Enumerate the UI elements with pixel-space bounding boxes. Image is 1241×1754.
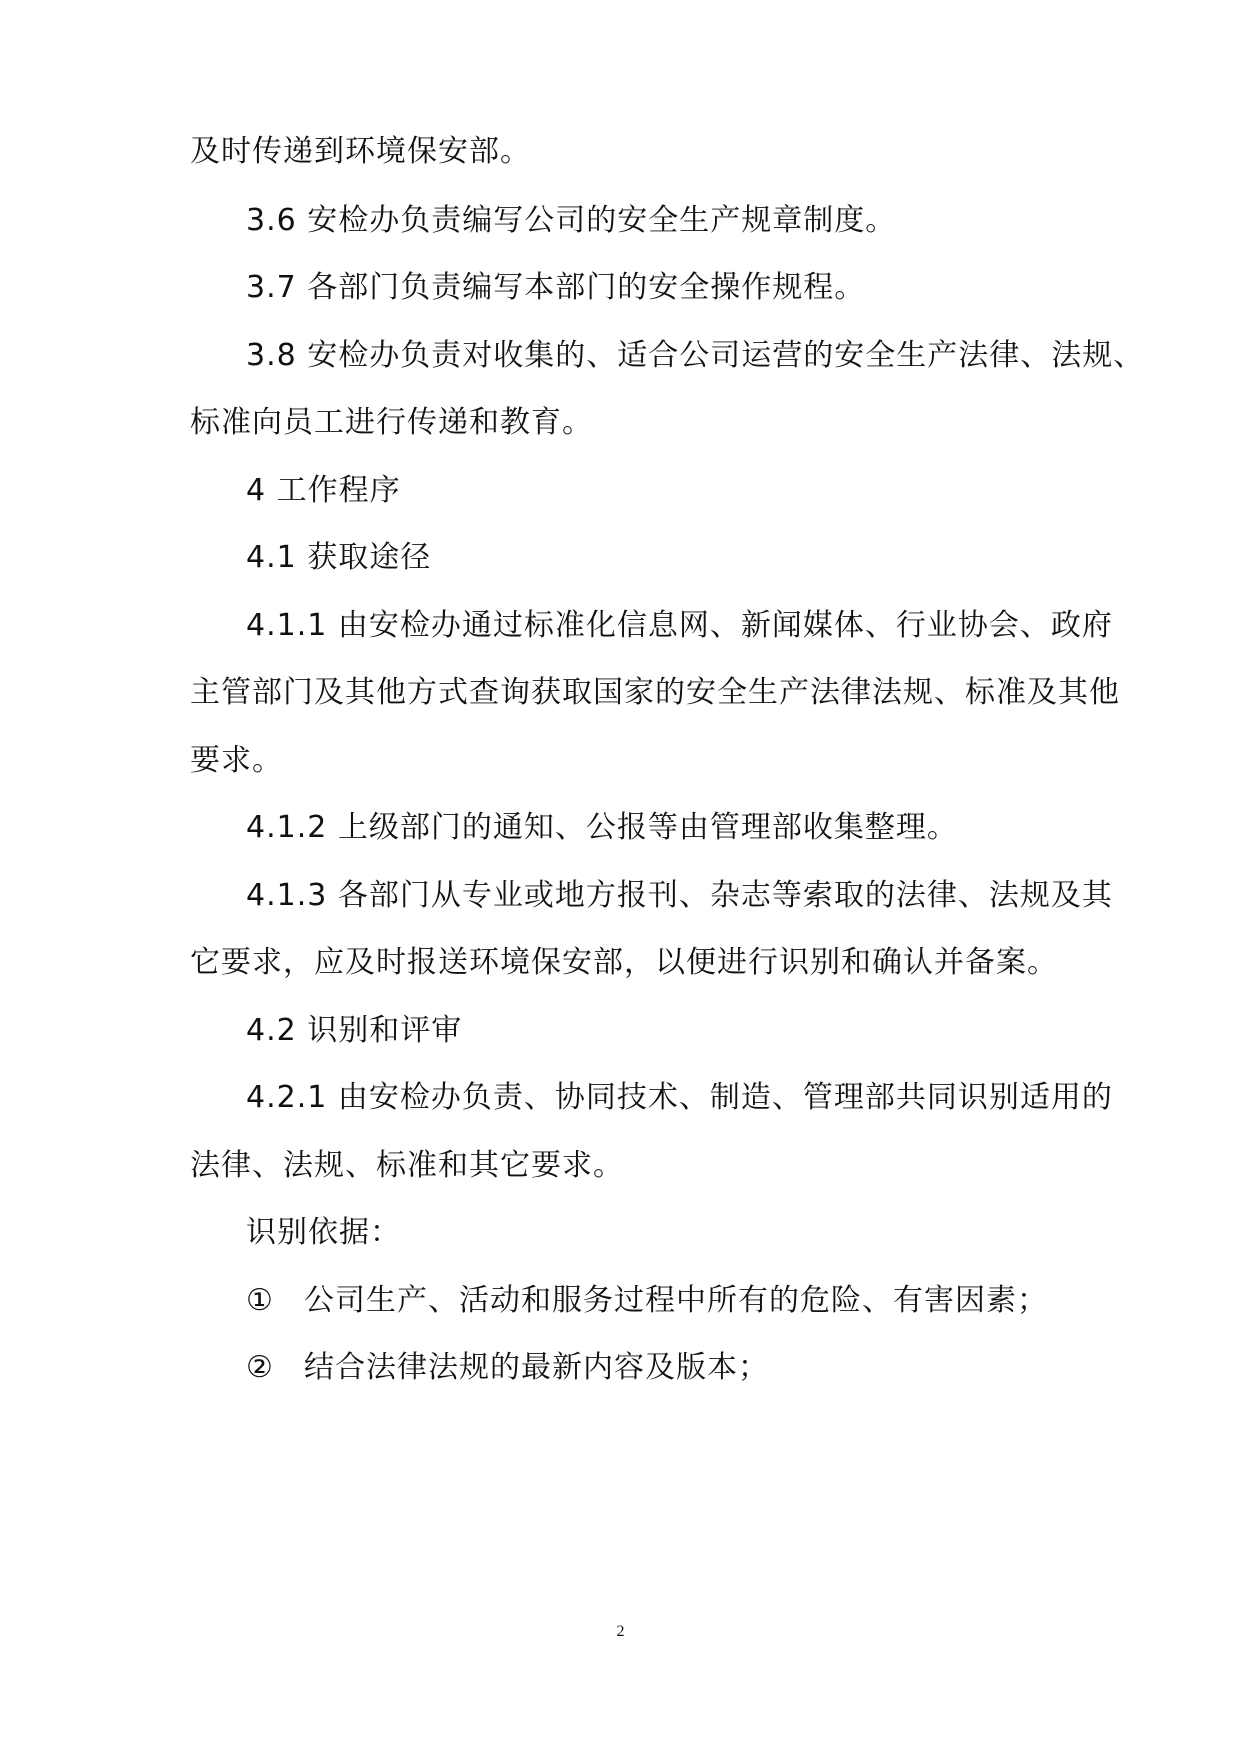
paragraph-line: 4.2.1 由安检办负责、协同技术、制造、管理部共同识别适用的 (246, 1080, 1113, 1115)
paragraph-line: 4.1.1 由安检办通过标准化信息网、新闻媒体、行业协会、政府 (246, 608, 1113, 643)
paragraph-line: 它要求，应及时报送环境保安部，以便进行识别和确认并备案。 (190, 945, 1058, 980)
paragraph-line: 标准向员工进行传递和教育。 (190, 405, 593, 440)
section-heading: 4.1 获取途径 (246, 540, 432, 575)
paragraph-line: 3.7 各部门负责编写本部门的安全操作规程。 (246, 270, 866, 305)
paragraph-line: 3.8 安检办负责对收集的、适合公司运营的安全生产法律、法规、 (246, 338, 1145, 373)
list-item-text: 公司生产、活动和服务过程中所有的危险、有害因素； (304, 1283, 1048, 1318)
section-heading: 4.2 识别和评审 (246, 1013, 463, 1048)
paragraph-line: 4.1.3 各部门从专业或地方报刊、杂志等索取的法律、法规及其 (246, 878, 1113, 913)
paragraph-line: 主管部门及其他方式查询获取国家的安全生产法律法规、标准及其他 (190, 675, 1120, 710)
page-number: 2 (616, 1623, 625, 1640)
list-marker: ① (246, 1283, 273, 1318)
paragraph-line: 3.6 安检办负责编写公司的安全生产规章制度。 (246, 203, 897, 238)
list-item-text: 结合法律法规的最新内容及版本； (304, 1350, 769, 1385)
paragraph-line: 识别依据： (246, 1215, 401, 1250)
list-marker: ② (246, 1350, 273, 1385)
paragraph-line: 及时传递到环境保安部。 (190, 134, 531, 169)
paragraph-line: 4.1.2 上级部门的通知、公报等由管理部收集整理。 (246, 810, 958, 845)
section-heading: 4 工作程序 (246, 473, 401, 508)
paragraph-line: 法律、法规、标准和其它要求。 (190, 1148, 624, 1183)
paragraph-line: 要求。 (190, 743, 283, 778)
